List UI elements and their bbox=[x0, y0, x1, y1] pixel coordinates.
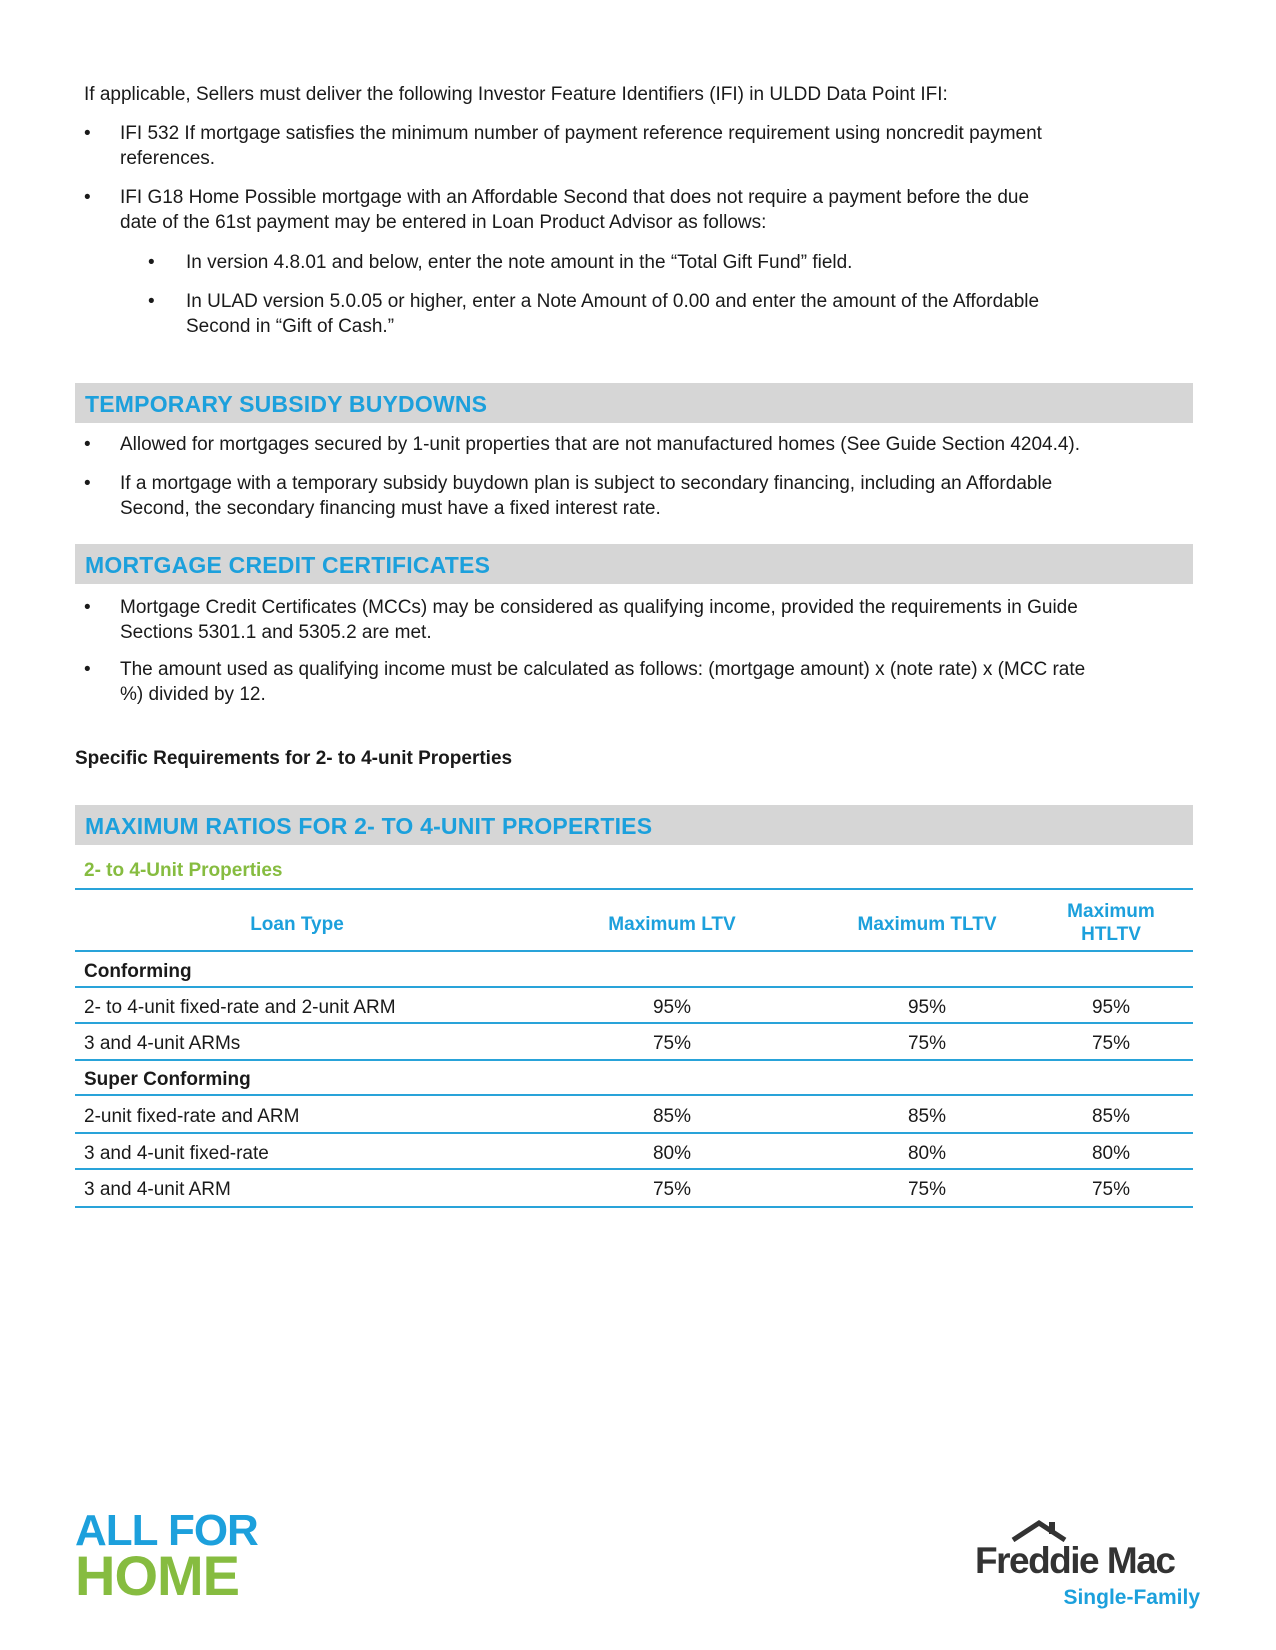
intro-bullet-2-line1: IFI G18 Home Possible mortgage with an Affordable Second that does not require a payment before the due bbox=[120, 187, 1030, 208]
row-rule bbox=[75, 986, 1193, 988]
cell-tltv: 85% bbox=[907, 1106, 947, 1127]
buydown-bullet-2-line2: Second, the secondary financing must have a fixed interest rate. bbox=[120, 498, 661, 519]
single-family-wordmark: Single-Family bbox=[1063, 1586, 1200, 1609]
section-title: MORTGAGE CREDIT CERTIFICATES bbox=[85, 552, 491, 578]
freddie-mac-wordmark: Freddie Mac bbox=[975, 1540, 1175, 1581]
logo-line-all-for: ALL FOR bbox=[75, 1506, 258, 1555]
header-max-ltv: Maximum LTV bbox=[608, 914, 736, 935]
cell-htltv: 80% bbox=[1091, 1143, 1131, 1164]
row-rule bbox=[75, 1132, 1193, 1134]
section-title: MAXIMUM RATIOS FOR 2- TO 4-UNIT PROPERTIES bbox=[85, 813, 653, 839]
sub-bullet-dot: • bbox=[148, 252, 155, 273]
header-max-tltv: Maximum TLTV bbox=[857, 914, 997, 935]
bullet-dot: • bbox=[84, 597, 91, 618]
row-rule bbox=[75, 1168, 1193, 1170]
table-bottom-rule bbox=[75, 1206, 1193, 1208]
cell-loan-type: 3 and 4-unit ARMs bbox=[84, 1033, 241, 1054]
intro-sub-bullet-2-line1: In ULAD version 5.0.05 or higher, enter a Note Amount of 0.00 and enter the amount of the Affordable bbox=[186, 291, 1040, 312]
mcc-bullet-2-line1: The amount used as qualifying income must be calculated as follows: (mortgage amount) x (note rate) x (MCC rate bbox=[120, 659, 1086, 680]
section-header-maximum-ratios bbox=[75, 805, 1193, 845]
buydown-bullet-2-line1: If a mortgage with a temporary subsidy buydown plan is subject to secondary financing, including an Affordable bbox=[120, 473, 1053, 494]
cell-htltv: 95% bbox=[1091, 997, 1131, 1018]
cell-htltv: 75% bbox=[1091, 1179, 1131, 1200]
group-label-super-conforming: Super Conforming bbox=[84, 1069, 251, 1090]
bullet-dot: • bbox=[84, 123, 91, 144]
cell-tltv: 75% bbox=[907, 1179, 947, 1200]
all-for-home-logo bbox=[75, 1506, 258, 1607]
cell-tltv: 95% bbox=[907, 997, 947, 1018]
header-max-htltv-line2: HTLTV bbox=[1081, 924, 1141, 945]
cell-ltv: 95% bbox=[652, 997, 692, 1018]
buydown-bullet-1: Allowed for mortgages secured by 1-unit properties that are not manufactured homes (See Guide Section 4204.4). bbox=[120, 434, 1081, 455]
intro-sub-bullet-2-line2: Second in “Gift of Cash.” bbox=[186, 316, 395, 337]
section-header-temporary-subsidy-buydowns bbox=[75, 383, 1193, 423]
cell-ltv: 75% bbox=[652, 1179, 692, 1200]
intro-bullet-1-line1: IFI 532 If mortgage satisfies the minimum number of payment reference requirement using noncredit payment bbox=[120, 123, 1042, 144]
specific-requirements-heading: Specific Requirements for 2- to 4-unit Properties bbox=[75, 748, 513, 769]
mcc-bullet-1-line1: Mortgage Credit Certificates (MCCs) may be considered as qualifying income, provided the requirements in Guide bbox=[120, 597, 1078, 618]
intro-bullet-1-line2: references. bbox=[120, 148, 216, 169]
intro-sub-bullet-1: In version 4.8.01 and below, enter the note amount in the “Total Gift Fund” field. bbox=[186, 252, 853, 273]
freddie-mac-logo bbox=[975, 1510, 1200, 1620]
sub-bullet-dot: • bbox=[148, 291, 155, 312]
section-title: TEMPORARY SUBSIDY BUYDOWNS bbox=[85, 391, 488, 417]
cell-ltv: 80% bbox=[652, 1143, 692, 1164]
bullet-dot: • bbox=[84, 659, 91, 680]
cell-loan-type: 2-unit fixed-rate and ARM bbox=[84, 1106, 300, 1127]
cell-ltv: 85% bbox=[652, 1106, 692, 1127]
cell-htltv: 75% bbox=[1091, 1033, 1131, 1054]
cell-loan-type: 3 and 4-unit fixed-rate bbox=[84, 1143, 269, 1164]
bullet-dot: • bbox=[84, 434, 91, 455]
table-top-rule bbox=[75, 888, 1193, 890]
row-rule bbox=[75, 1022, 1193, 1024]
header-max-htltv-line1: Maximum bbox=[1067, 901, 1155, 922]
cell-tltv: 75% bbox=[907, 1033, 947, 1054]
header-loan-type: Loan Type bbox=[250, 914, 344, 935]
section-header-mortgage-credit-certificates bbox=[75, 544, 1193, 584]
bullet-dot: • bbox=[84, 473, 91, 494]
intro-bullet-2-line2: date of the 61st payment may be entered in Loan Product Advisor as follows: bbox=[120, 212, 767, 233]
cell-loan-type: 2- to 4-unit fixed-rate and 2-unit ARM bbox=[84, 997, 396, 1018]
header-rule bbox=[75, 950, 1193, 952]
house-roof-icon bbox=[1011, 1520, 1067, 1542]
row-rule bbox=[75, 1094, 1193, 1096]
mcc-bullet-1-line2: Sections 5301.1 and 5305.2 are met. bbox=[120, 622, 432, 643]
cell-tltv: 80% bbox=[907, 1143, 947, 1164]
mcc-bullet-2-line2: %) divided by 12. bbox=[120, 684, 266, 705]
cell-htltv: 85% bbox=[1091, 1106, 1131, 1127]
group-label-conforming: Conforming bbox=[84, 961, 192, 982]
bullet-dot: • bbox=[84, 187, 91, 208]
intro-text: If applicable, Sellers must deliver the following Investor Feature Identifiers (IFI) in ULDD Data Point IFI: bbox=[84, 84, 948, 105]
table-subtitle: 2- to 4-Unit Properties bbox=[84, 860, 283, 881]
cell-loan-type: 3 and 4-unit ARM bbox=[84, 1179, 231, 1200]
logo-line-home: HOME bbox=[75, 1544, 239, 1607]
cell-ltv: 75% bbox=[652, 1033, 692, 1054]
row-rule bbox=[75, 1059, 1193, 1061]
